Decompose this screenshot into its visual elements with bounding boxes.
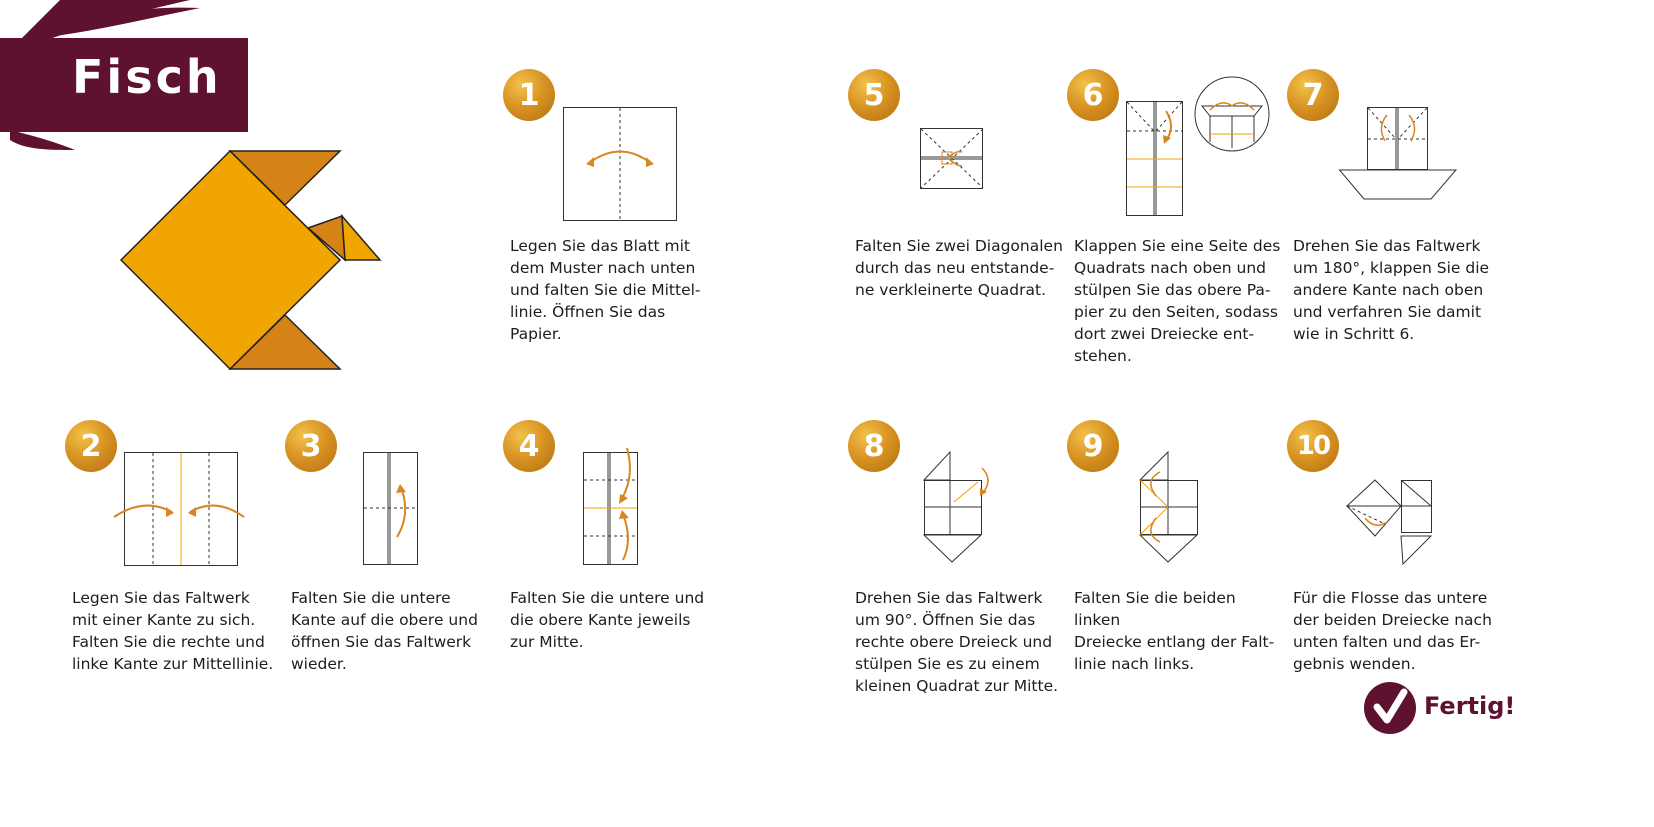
step-3-text: Falten Sie die untere Kante auf die obere und öffnen Sie das Faltwerk wieder.: [291, 589, 478, 673]
step-4-text: Falten Sie die untere und die obere Kante jeweils zur Mitte.: [510, 589, 705, 651]
step-1-diagram: [563, 107, 678, 222]
step-8-badge: 8: [848, 420, 900, 472]
step-5-diagram: [920, 128, 984, 190]
step-9-badge: 9: [1067, 420, 1119, 472]
step-9-text: Falten Sie die beiden linken Dreiecke entlang der Falt- linie nach links.: [1074, 589, 1275, 673]
step-3-diagram: [363, 452, 419, 567]
step-7-badge: 7: [1287, 69, 1339, 121]
step-5-text: Falten Sie zwei Diagonalen durch das neu entstande- ne verkleinerte Quadrat.: [855, 237, 1063, 299]
step-7-text: Drehen Sie das Faltwerk um 180°, klappen Sie die andere Kante nach oben und verfahren Sie damit wie in Schritt 6.: [1293, 237, 1490, 343]
step-10-diagram: [1345, 478, 1435, 566]
step-9-diagram: [1138, 450, 1200, 565]
step-6-badge: 6: [1067, 69, 1119, 121]
step-10-badge: 10: [1287, 420, 1339, 472]
checkmark-icon: [1364, 682, 1416, 734]
step-10-text: Für die Flosse das untere der beiden Dreiecke nach unten falten und das Er- gebnis wenden.: [1293, 589, 1492, 673]
step-1-badge: 1: [503, 69, 555, 121]
step-8-diagram: [920, 450, 995, 565]
step-4-badge: 4: [503, 420, 555, 472]
step-8-text: Drehen Sie das Faltwerk um 90°. Öffnen Sie das rechte obere Dreieck und stülpen Sie es zu einem kleinen Quadrat zur Mitte.: [855, 589, 1059, 695]
page-title: Fisch: [72, 50, 222, 104]
step-4-diagram: [583, 452, 639, 567]
step-7-diagram: [1339, 107, 1457, 202]
step-6-text: Klappen Sie eine Seite des Quadrats nach oben und stülpen Sie das obere Pa- pier zu den Seiten, sodass dort zwei Dreiecke ent- stehen.: [1074, 237, 1281, 365]
step-2-text: Legen Sie das Faltwerk mit einer Kante zu sich. Falten Sie die rechte und linke Kante zur Mittellinie.: [72, 589, 274, 673]
step-1-text: Legen Sie das Blatt mit dem Muster nach unten und falten Sie die Mittel- linie. Öffnen Sie das Papier.: [510, 237, 701, 343]
step-2-badge: 2: [65, 420, 117, 472]
fish-illustration: [120, 150, 390, 380]
step-5-badge: 5: [848, 69, 900, 121]
step-2-diagram: [124, 452, 239, 567]
done-label: Fertig!: [1424, 692, 1516, 720]
checkmark-badge: [1364, 682, 1416, 734]
step-3-badge: 3: [285, 420, 337, 472]
step-6-diagram: [1126, 76, 1271, 218]
